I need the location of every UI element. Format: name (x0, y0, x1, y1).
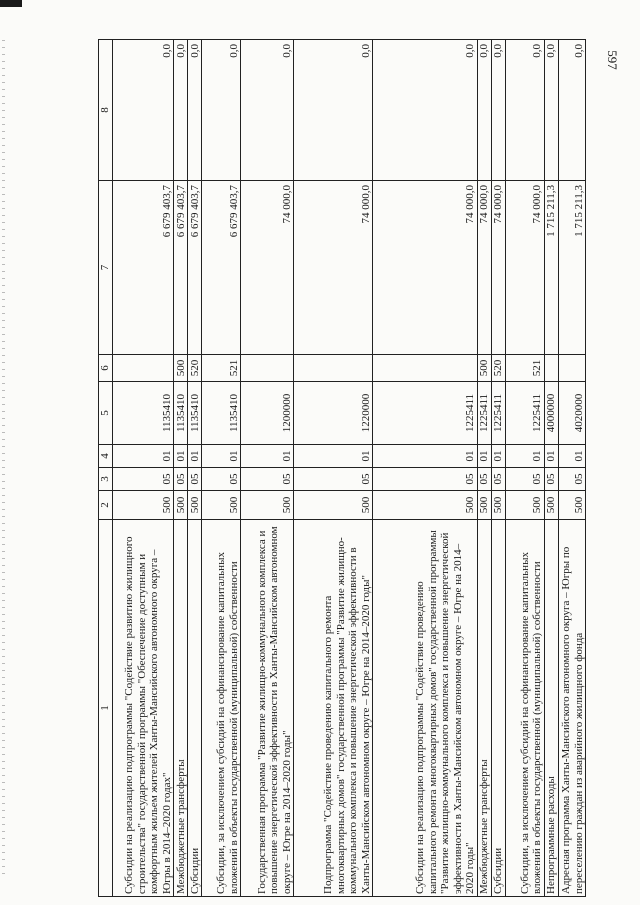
row-value-cell-4: 01 (202, 445, 241, 468)
table-row (174, 40, 188, 897)
row-value-cell-7: 6 679 403,7 (113, 181, 174, 355)
row-name-cell: Подпрограмма "Содействие проведению капитального ремонта многоквартирных домов" государственной программы "Развитие жилищно-коммунального комплекса и повышение энергетической эффективности в Ханты-Мансийском автономном округе – Югре на 2014–2020 годы" (294, 520, 373, 897)
row-value-cell-8: 0,0 (202, 40, 241, 181)
table-row (544, 40, 558, 897)
row-value-cell-5: 1225411 (505, 382, 544, 445)
row-value-cell-6: 500 (477, 355, 491, 382)
table-header (99, 40, 113, 897)
table-row (113, 40, 174, 897)
row-name-cell: Адресная программа Ханты-Мансийского автономного округа – Югры по переселению граждан из аварийного жилищного фонда (558, 520, 585, 897)
row-name-cell: Субсидии (188, 520, 202, 897)
header-cell-2: 2 (99, 491, 113, 520)
header-row (99, 40, 113, 897)
row-value-cell-2: 500 (477, 491, 491, 520)
row-value-cell-8: 0,0 (491, 40, 505, 181)
header-cell-3: 3 (99, 468, 113, 491)
table-row (477, 40, 491, 897)
row-value-cell-7: 74 000,0 (241, 181, 294, 355)
row-value-cell-6 (294, 355, 373, 382)
scan-dotted-margin (2, 40, 5, 880)
row-value-cell-2: 500 (202, 491, 241, 520)
row-value-cell-6 (373, 355, 478, 382)
row-value-cell-8: 0,0 (544, 40, 558, 181)
row-value-cell-5: 1220000 (294, 382, 373, 445)
table-row (558, 40, 585, 897)
row-value-cell-6 (558, 355, 585, 382)
row-value-cell-2: 500 (491, 491, 505, 520)
row-value-cell-4: 01 (373, 445, 478, 468)
row-value-cell-2: 500 (241, 491, 294, 520)
table-row (505, 40, 544, 897)
row-value-cell-3: 05 (174, 468, 188, 491)
row-value-cell-7: 6 679 403,7 (188, 181, 202, 355)
row-value-cell-2: 500 (373, 491, 478, 520)
row-value-cell-7: 1 715 211,3 (558, 181, 585, 355)
row-value-cell-2: 500 (544, 491, 558, 520)
row-value-cell-2: 500 (174, 491, 188, 520)
scan-edge-mark (0, 0, 22, 7)
row-value-cell-7: 74 000,0 (477, 181, 491, 355)
table-row (188, 40, 202, 897)
row-value-cell-3: 05 (558, 468, 585, 491)
row-value-cell-4: 01 (241, 445, 294, 468)
row-value-cell-4: 01 (544, 445, 558, 468)
table-row (241, 40, 294, 897)
row-value-cell-4: 01 (113, 445, 174, 468)
row-value-cell-4: 01 (558, 445, 585, 468)
row-value-cell-7: 74 000,0 (373, 181, 478, 355)
row-value-cell-7: 6 679 403,7 (174, 181, 188, 355)
row-value-cell-2: 500 (113, 491, 174, 520)
row-value-cell-2: 500 (505, 491, 544, 520)
header-cell-4: 4 (99, 445, 113, 468)
row-value-cell-4: 01 (174, 445, 188, 468)
row-name-cell: Субсидии на реализацию подпрограммы "Содействие проведению капитального ремонта многоквартирных домов" государственной программы "Развитие жилищно-коммунального комплекса и повышение энергетической эффективности в Ханты-Мансийском автономном округе – Югре на 2014–2020 годы" (373, 520, 478, 897)
table-row (202, 40, 241, 897)
row-name-cell: Субсидии, за исключением субсидий на софинансирование капитальных вложений в объекты государственной (муниципальной) собственности (505, 520, 544, 897)
page-number: 597 (605, 50, 620, 70)
table-row (294, 40, 373, 897)
row-value-cell-2: 500 (294, 491, 373, 520)
row-value-cell-6: 500 (174, 355, 188, 382)
header-cell-7: 7 (99, 181, 113, 355)
row-value-cell-4: 01 (188, 445, 202, 468)
row-value-cell-4: 01 (294, 445, 373, 468)
rotated-budget-table-wrapper (98, 40, 586, 897)
row-value-cell-3: 05 (505, 468, 544, 491)
budget-table (98, 39, 586, 897)
row-value-cell-3: 05 (241, 468, 294, 491)
row-value-cell-3: 05 (477, 468, 491, 491)
row-value-cell-5: 4020000 (558, 382, 585, 445)
row-value-cell-5: 1135410 (174, 382, 188, 445)
row-value-cell-3: 05 (544, 468, 558, 491)
row-value-cell-3: 05 (188, 468, 202, 491)
row-value-cell-6: 520 (188, 355, 202, 382)
row-value-cell-6: 521 (202, 355, 241, 382)
row-value-cell-7: 74 000,0 (491, 181, 505, 355)
row-name-cell: Межбюджетные трансферты (174, 520, 188, 897)
row-value-cell-3: 05 (202, 468, 241, 491)
row-name-cell: Субсидии, за исключением субсидий на софинансирование капитальных вложений в объекты государственной (муниципальной) собственности (202, 520, 241, 897)
table-body (113, 40, 586, 897)
row-value-cell-8: 0,0 (188, 40, 202, 181)
row-value-cell-5: 1200000 (241, 382, 294, 445)
row-value-cell-8: 0,0 (113, 40, 174, 181)
row-value-cell-7: 6 679 403,7 (202, 181, 241, 355)
row-value-cell-5: 1135410 (188, 382, 202, 445)
row-value-cell-5: 4000000 (544, 382, 558, 445)
row-value-cell-3: 05 (113, 468, 174, 491)
row-value-cell-6: 520 (491, 355, 505, 382)
row-value-cell-8: 0,0 (294, 40, 373, 181)
row-value-cell-8: 0,0 (558, 40, 585, 181)
row-name-cell: Субсидии (491, 520, 505, 897)
row-name-cell: Непрограммные расходы (544, 520, 558, 897)
row-value-cell-8: 0,0 (174, 40, 188, 181)
header-cell-6: 6 (99, 355, 113, 382)
row-value-cell-6: 521 (505, 355, 544, 382)
row-value-cell-2: 500 (188, 491, 202, 520)
header-cell-8: 8 (99, 40, 113, 181)
row-value-cell-5: 1135410 (202, 382, 241, 445)
row-value-cell-8: 0,0 (373, 40, 478, 181)
row-value-cell-5: 1225411 (373, 382, 478, 445)
table-row (373, 40, 478, 897)
row-value-cell-3: 05 (373, 468, 478, 491)
table-row (491, 40, 505, 897)
row-value-cell-8: 0,0 (241, 40, 294, 181)
row-value-cell-3: 05 (294, 468, 373, 491)
row-value-cell-6 (241, 355, 294, 382)
row-value-cell-4: 01 (505, 445, 544, 468)
row-value-cell-3: 05 (491, 468, 505, 491)
row-value-cell-6 (113, 355, 174, 382)
row-value-cell-7: 74 000,0 (294, 181, 373, 355)
row-value-cell-2: 500 (558, 491, 585, 520)
row-name-cell: Государственная программа "Развитие жилищно-коммунального комплекса и повышение энергетической эффективности в Ханты-Мансийском автономном округе – Югре на 2014–2020 годы" (241, 520, 294, 897)
row-value-cell-4: 01 (491, 445, 505, 468)
header-cell-1: 1 (99, 520, 113, 897)
row-value-cell-8: 0,0 (505, 40, 544, 181)
row-name-cell: Субсидии на реализацию подпрограммы "Содействие развитию жилищного строительства" государственной программы "Обеспечение доступным и комфортным жильем жителей Ханты-Мансийского автономного округа – Югры в 2014–2020 годах" (113, 520, 174, 897)
row-value-cell-8: 0,0 (477, 40, 491, 181)
row-value-cell-4: 01 (477, 445, 491, 468)
row-value-cell-7: 74 000,0 (505, 181, 544, 355)
row-value-cell-5: 1225411 (477, 382, 491, 445)
row-value-cell-6 (544, 355, 558, 382)
row-value-cell-5: 1135410 (113, 382, 174, 445)
row-name-cell: Межбюджетные трансферты (477, 520, 491, 897)
header-cell-5: 5 (99, 382, 113, 445)
row-value-cell-7: 1 715 211,3 (544, 181, 558, 355)
row-value-cell-5: 1225411 (491, 382, 505, 445)
